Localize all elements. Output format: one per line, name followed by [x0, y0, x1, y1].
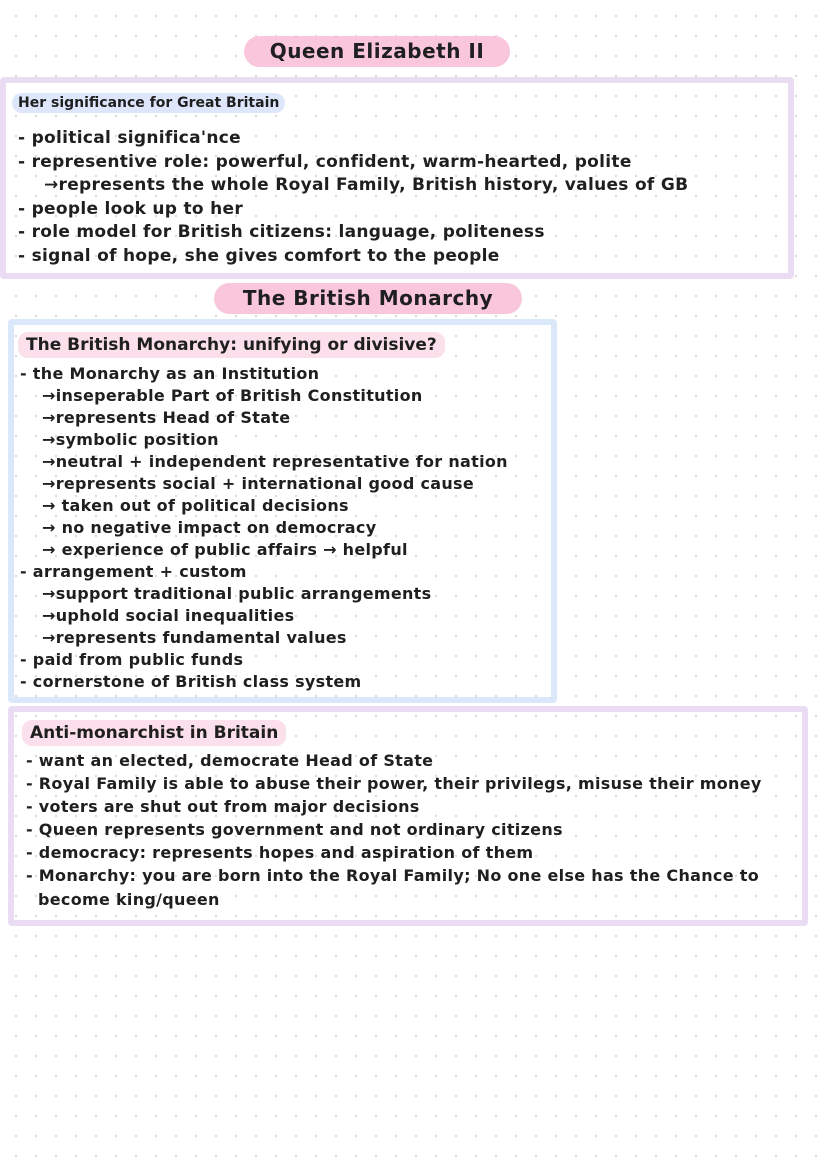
list-item: →represents the whole Royal Family, British history, values of GB: [44, 175, 689, 195]
list-item: - cornerstone of British class system: [20, 672, 362, 691]
anti-monarchist-list: [26, 749, 762, 913]
list-item: →represents fundamental values: [42, 628, 347, 647]
list-item: - the Monarchy as an Institution: [20, 364, 320, 383]
list-item: - people look up to her: [18, 198, 244, 219]
list-item: → no negative impact on democracy: [42, 518, 377, 537]
list-item: become king/queen: [38, 890, 220, 909]
list-item: →support traditional public arrangements: [42, 584, 432, 603]
significance-heading: Her significance for Great Britain: [12, 93, 285, 113]
list-item: - voters are shut out from major decisions: [26, 797, 420, 816]
monarchy-list: [20, 363, 508, 693]
list-item: - democracy: represents hopes and aspiration of them: [26, 843, 534, 862]
significance-box: [0, 77, 794, 279]
monarchy-title: The British Monarchy: [214, 283, 522, 314]
list-item: - Queen represents government and not ordinary citizens: [26, 820, 563, 839]
list-item: →symbolic position: [42, 430, 219, 449]
list-item: - Royal Family is able to abuse their power, their privilegs, misuse their money: [26, 774, 762, 793]
list-item: →represents social + international good cause: [42, 474, 474, 493]
list-item: - political significa'nce: [18, 128, 241, 148]
list-item: → experience of public affairs → helpful: [42, 540, 408, 559]
list-item: - paid from public funds: [20, 650, 244, 669]
list-item: →neutral + independent representative for nation: [42, 452, 508, 471]
page-title: Queen Elizabeth II: [244, 36, 510, 67]
anti-monarchist-box: [8, 706, 808, 926]
anti-monarchist-heading: Anti-monarchist in Britain: [22, 720, 286, 746]
list-item: - arrangement + custom: [20, 562, 247, 581]
list-item: → taken out of political decisions: [42, 496, 349, 515]
list-item: →inseperable Part of British Constitution: [42, 386, 423, 405]
monarchy-box: [8, 319, 557, 703]
list-item: - signal of hope, she gives comfort to the people: [18, 245, 500, 266]
list-item: →represents Head of State: [42, 408, 291, 427]
list-item: →uphold social inequalities: [42, 606, 295, 625]
list-item: - role model for British citizens: language, politeness: [18, 222, 545, 242]
significance-list: [18, 127, 688, 268]
monarchy-heading: The British Monarchy: unifying or divisive?: [18, 332, 445, 358]
list-item: - want an elected, democrate Head of State: [26, 751, 434, 770]
list-item: - Monarchy: you are born into the Royal Family; No one else has the Chance to: [26, 866, 759, 885]
list-item: - representive role: powerful, confident, warm-hearted, polite: [18, 151, 632, 172]
